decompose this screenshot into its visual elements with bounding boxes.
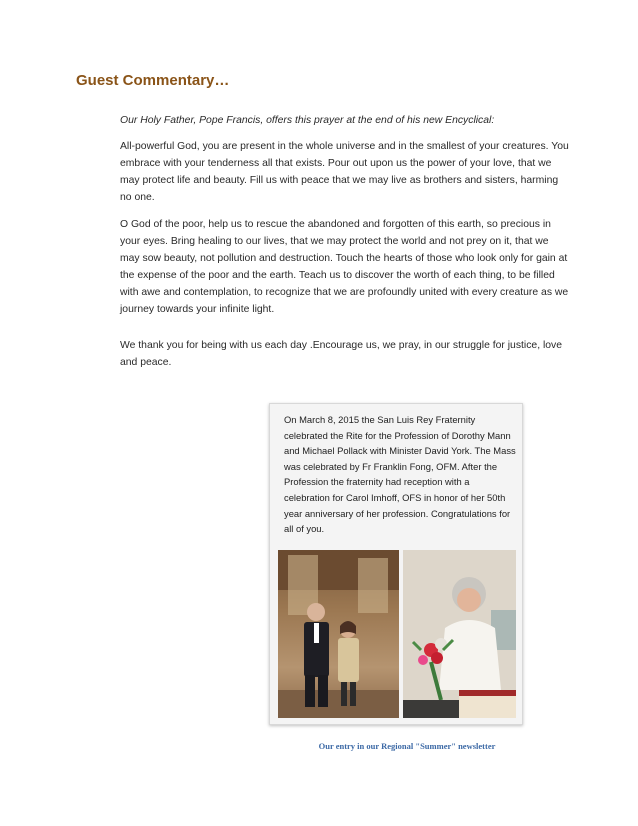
anniversary-photo-illustration [403,550,516,718]
photo-caption: Our entry in our Regional "Summer" newsletter [318,741,496,751]
paragraph-text: We thank you for being with us each day .Encourage us, we pray, in our struggle for justice, love and peace. [120,340,563,368]
prayer-paragraph-3 [120,337,570,371]
section-heading: Guest Commentary… [76,72,230,89]
prayer-paragraph-2 [120,216,570,318]
paragraph-text: O God of the poor, help us to rescue the abandoned and forgotten of this earth, so precious in your eyes. Bring healing to our lives, that we may protect the world and not prey on it, that we may sow beauty, not pollution and destruction. Touch the hearts of those who look only for gain at the expense of the poor and the earth. Teach us to discover the worth of each thing, to be filled with awe and contemplation, to recognize that we are profoundly united with every creature as we journey towards your infinite light. [120,219,569,315]
photo-card [269,403,523,725]
prayer-paragraph-1 [120,138,570,206]
intro-line: Our Holy Father, Pope Francis, offers this prayer at the end of his new Encyclical: [120,115,495,126]
profession-group-photo [278,550,399,718]
card-announcement-text: On March 8, 2015 the San Luis Rey Fraternity celebrated the Rite for the Profession of Dorothy Mann and Michael Pollack with Minister David York. The Mass was celebrated by Fr Franklin Fong, OFM. After the Profession the fraternity had reception with a celebration for Carol Imhoff, OFS in honor of her 50th year anniversary of her profession. Congratulations for all of you. [284,414,516,535]
group-photo-illustration [278,550,399,718]
paragraph-text: All-powerful God, you are present in the whole universe and in the smallest of your creatures. You embrace with your tenderness all that exists. Pour out upon us the power of your love, that we may protect life and beauty. Fill us with peace that we may live as brothers and sisters, harming no one. [120,141,569,203]
anniversary-photo [403,550,516,718]
